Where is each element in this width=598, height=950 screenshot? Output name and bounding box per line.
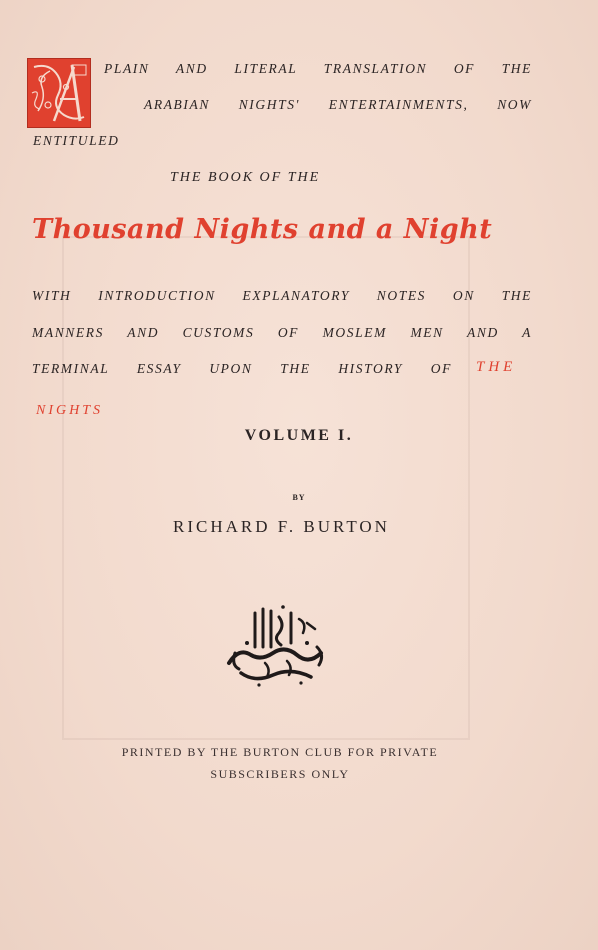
intro-line-3: ENTITULED: [33, 133, 120, 148]
ornamental-initial-icon: [27, 58, 91, 128]
author-name: RICHARD F. BURTON: [173, 517, 390, 536]
printer-line-2: SUBSCRIBERS ONLY: [210, 767, 350, 781]
by-label: BY: [292, 493, 306, 502]
volume-label: VOLUME I.: [244, 427, 354, 444]
intro-line-2: ARABIAN NIGHTS' ENTERTAINMENTS, NOW: [144, 97, 532, 112]
description-line-3-red: THE: [476, 359, 517, 375]
description-line-2: MANNERS AND CUSTOMS OF MOSLEM MEN AND A: [32, 325, 532, 340]
description-line-4-red: NIGHTS: [36, 403, 104, 418]
arabic-calligraphy-emblem-icon: [221, 603, 333, 687]
main-title: Thousand Nights and a Night: [32, 214, 493, 245]
book-of-line: THE BOOK OF THE: [170, 170, 321, 185]
description-line-3: TERMINAL ESSAY UPON THE HISTORY OF: [32, 361, 452, 376]
intro-line-1: PLAIN AND LITERAL TRANSLATION OF THE: [104, 61, 532, 76]
description-line-1: WITH INTRODUCTION EXPLANATORY NOTES ON THE: [32, 288, 532, 303]
printer-line-1: PRINTED BY THE BURTON CLUB FOR PRIVATE: [121, 745, 439, 759]
